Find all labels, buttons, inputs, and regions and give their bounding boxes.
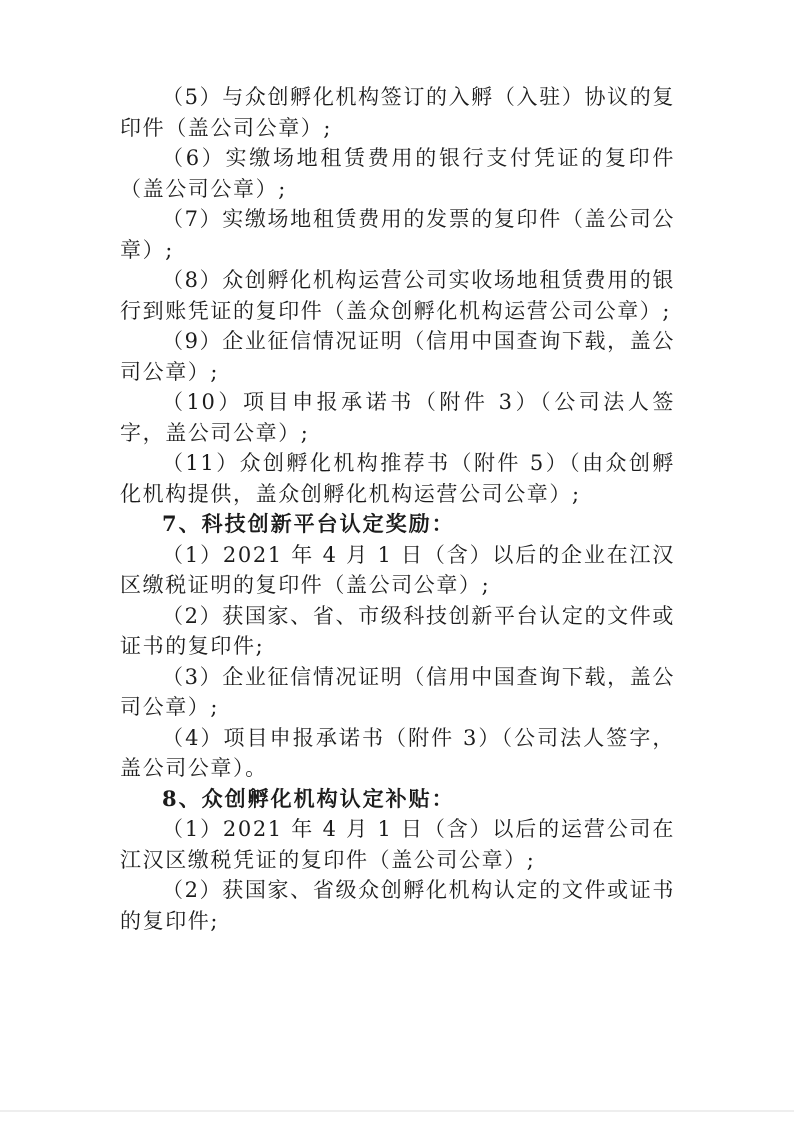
list-item: （4）项目申报承诺书（附件 3）（公司法人签字，盖公司公章）。 — [120, 725, 675, 780]
section-heading: 8、众创孵化机构认定补贴： — [162, 785, 455, 811]
list-item: （1）2021 年 4 月 1 日（含）以后的企业在江汉区缴税证明的复印件（盖公司公章）; — [120, 542, 675, 597]
section-heading: 7、科技创新平台认定奖励： — [162, 511, 455, 536]
page-bottom-divider — [0, 1110, 794, 1112]
list-item: （2）获国家、省级众创孵化机构认定的文件或证书的复印件; — [120, 878, 675, 933]
list-item: （2）获国家、省、市级科技创新平台认定的文件或证书的复印件; — [120, 603, 675, 658]
list-item: （5）与众创孵化机构签订的入孵（入驻）协议的复印件（盖公司公章）; — [120, 85, 675, 140]
list-item: （9）企业征信情况证明（信用中国查询下载，盖公司公章）; — [120, 329, 675, 384]
list-item: （8）众创孵化机构运营公司实收场地租赁费用的银行到账凭证的复印件（盖众创孵化机构运营公司公章）; — [120, 268, 675, 323]
list-item: （11）众创孵化机构推荐书（附件 5）（由众创孵化机构提供，盖众创孵化机构运营公司公章）; — [120, 451, 675, 506]
document-body — [120, 82, 675, 936]
list-item: （10）项目申报承诺书（附件 3）（公司法人签字，盖公司公章）; — [120, 390, 675, 445]
list-item: （6）实缴场地租赁费用的银行支付凭证的复印件（盖公司公章）; — [120, 146, 675, 201]
list-item: （7）实缴场地租赁费用的发票的复印件（盖公司公章）; — [120, 207, 675, 262]
list-item: （3）企业征信情况证明（信用中国查询下载，盖公司公章）; — [120, 664, 675, 719]
list-item: （1）2021 年 4 月 1 日（含）以后的运营公司在江汉区缴税凭证的复印件（盖公司公章）; — [120, 817, 675, 872]
